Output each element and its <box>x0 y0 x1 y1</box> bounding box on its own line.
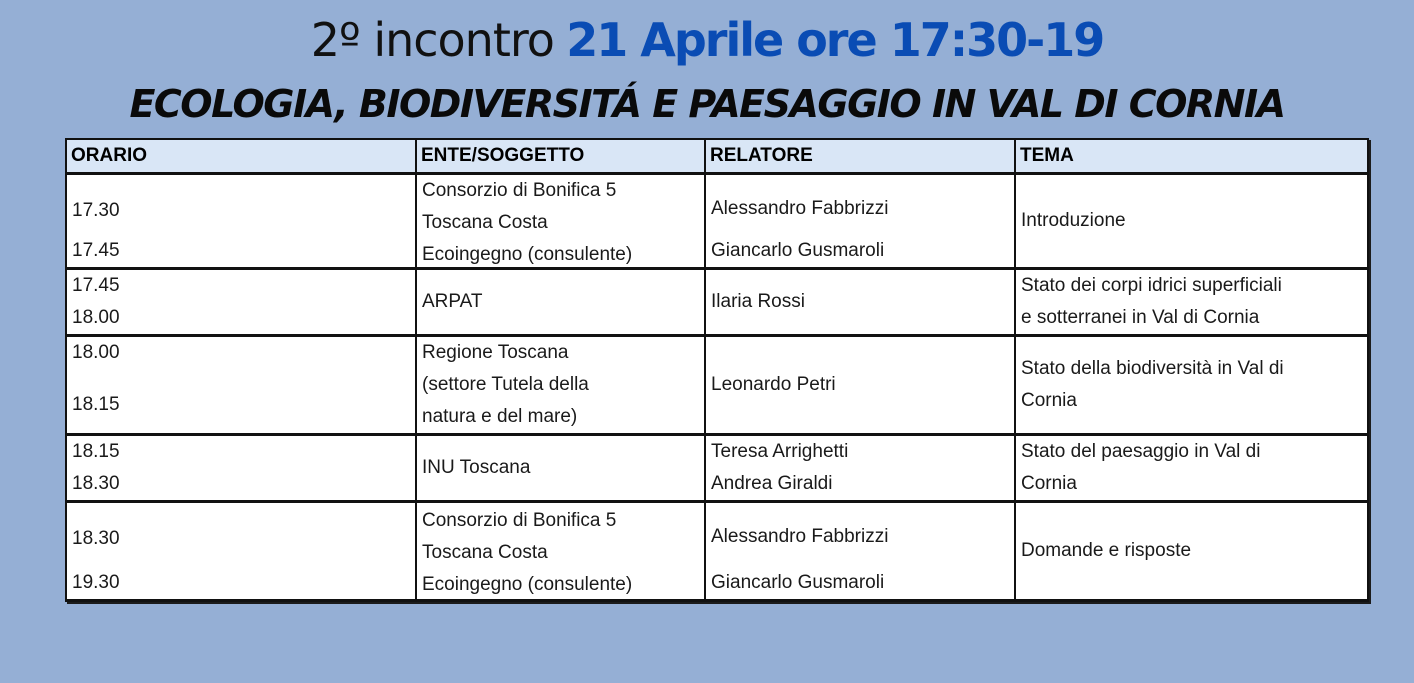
page-title <box>0 10 1414 70</box>
cell-relatore <box>705 269 1015 336</box>
cell-relatore <box>705 435 1015 502</box>
speaker-name: Teresa Arrighetti <box>711 441 849 462</box>
cell-relatore <box>705 336 1015 435</box>
ente-line: natura e del mare) <box>422 406 578 427</box>
speaker-name: Leonardo Petri <box>711 374 836 395</box>
ente-line: Consorzio di Bonifica 5 <box>422 180 617 201</box>
topic-line: e sotterranei in Val di Cornia <box>1021 307 1260 328</box>
cell-orario <box>66 269 416 336</box>
speaker-name: Alessandro Fabbrizzi <box>711 526 889 547</box>
cell-relatore <box>705 174 1015 269</box>
column-header-tema: TEMA <box>1015 139 1368 174</box>
cell-relatore <box>705 502 1015 601</box>
ente-line: Toscana Costa <box>422 542 548 563</box>
table-row <box>66 502 1368 601</box>
cell-orario <box>66 502 416 601</box>
cell-ente <box>416 502 705 601</box>
cell-tema <box>1015 435 1368 502</box>
ente-line: (settore Tutela della <box>422 374 589 395</box>
topic-line: Cornia <box>1021 473 1077 494</box>
table-row <box>66 269 1368 336</box>
table-row <box>66 336 1368 435</box>
schedule-table <box>65 138 1369 602</box>
speaker-name: Giancarlo Gusmaroli <box>711 572 885 593</box>
ente-line: ARPAT <box>422 291 483 312</box>
column-header-ente: ENTE/SOGGETTO <box>416 139 705 174</box>
topic-line: Stato del paesaggio in Val di <box>1021 441 1261 462</box>
topic-line: Stato della biodiversità in Val di <box>1021 358 1284 379</box>
meeting-number: 2º incontro <box>310 13 554 67</box>
speaker-name: Ilaria Rossi <box>711 291 805 312</box>
speaker-name: Alessandro Fabbrizzi <box>711 198 889 219</box>
column-header-relatore: RELATORE <box>705 139 1015 174</box>
meeting-date-time: 21 Aprile ore 17:30-19 <box>566 13 1104 67</box>
cell-ente <box>416 269 705 336</box>
end-time: 18.30 <box>72 473 120 494</box>
speaker-name: Giancarlo Gusmaroli <box>711 240 885 261</box>
start-time: 18.15 <box>72 441 120 462</box>
start-time: 18.00 <box>72 342 120 363</box>
ente-line: Ecoingegno (consulente) <box>422 244 633 265</box>
topic-line: Cornia <box>1021 390 1077 411</box>
end-time: 18.15 <box>72 394 120 415</box>
cell-tema <box>1015 336 1368 435</box>
topic: Introduzione <box>1021 210 1126 231</box>
ente-line: INU Toscana <box>422 457 531 478</box>
ente-line: Consorzio di Bonifica 5 <box>422 510 617 531</box>
page-subtitle: ECOLOGIA, BIODIVERSITÁ E PAESAGGIO IN VAL DI CORNIA <box>129 82 1285 126</box>
cell-tema <box>1015 269 1368 336</box>
ente-line: Ecoingegno (consulente) <box>422 574 633 595</box>
start-time: 17.45 <box>72 275 120 296</box>
speaker-name: Andrea Giraldi <box>711 473 833 494</box>
table-row <box>66 435 1368 502</box>
cell-tema <box>1015 174 1368 269</box>
ente-line: Toscana Costa <box>422 212 548 233</box>
cell-orario <box>66 435 416 502</box>
cell-ente <box>416 435 705 502</box>
cell-ente <box>416 336 705 435</box>
start-time: 17.30 <box>72 200 120 221</box>
cell-ente <box>416 174 705 269</box>
cell-tema <box>1015 502 1368 601</box>
table-header-row <box>66 139 1368 174</box>
cell-orario <box>66 336 416 435</box>
topic: Domande e risposte <box>1021 540 1192 561</box>
start-time: 18.30 <box>72 528 120 549</box>
table-row <box>66 174 1368 269</box>
column-header-orario: ORARIO <box>66 139 416 174</box>
end-time: 18.00 <box>72 307 120 328</box>
end-time: 17.45 <box>72 240 120 261</box>
ente-line: Regione Toscana <box>422 342 569 363</box>
topic-line: Stato dei corpi idrici superficiali <box>1021 275 1282 296</box>
end-time: 19.30 <box>72 572 120 593</box>
cell-orario <box>66 174 416 269</box>
